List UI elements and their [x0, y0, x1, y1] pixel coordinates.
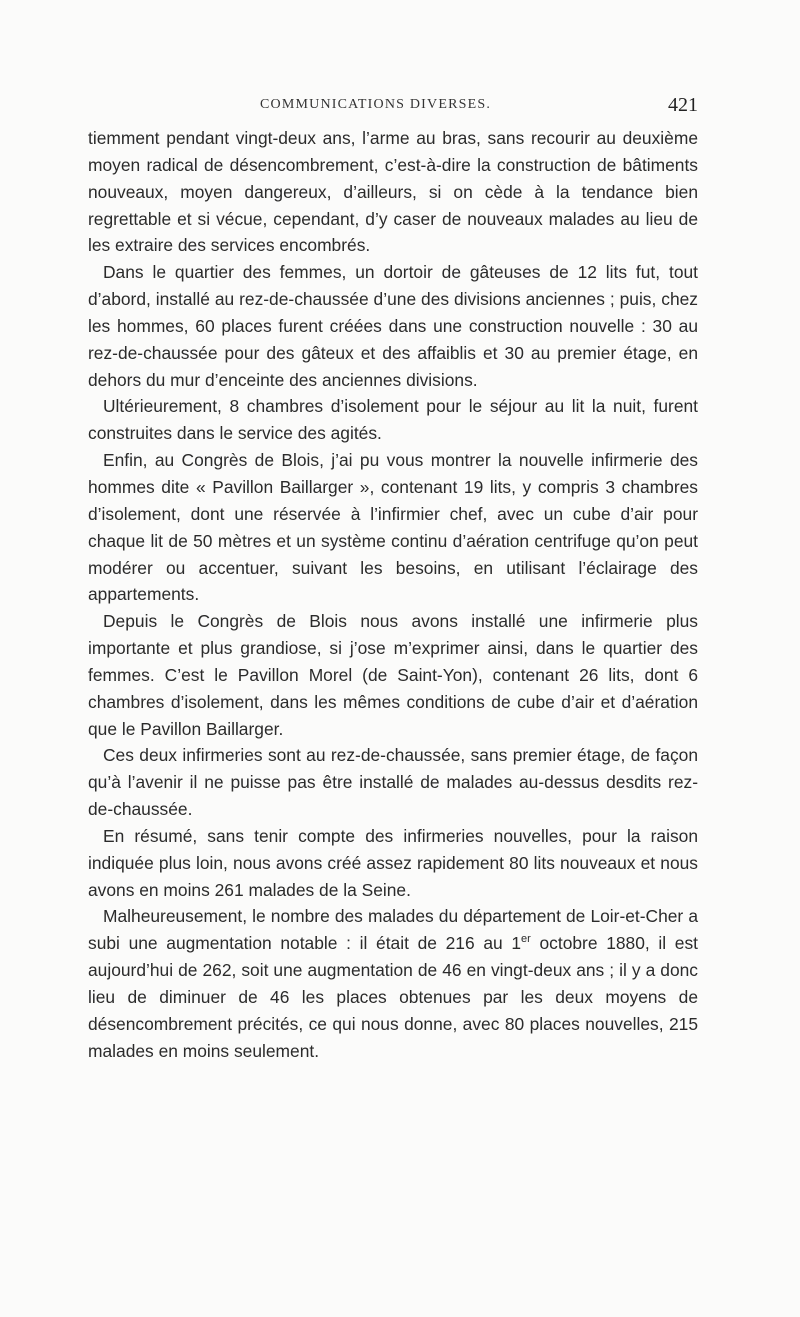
running-head: COMMUNICATIONS DIVERSES. [260, 97, 492, 112]
page-header [88, 94, 698, 121]
paragraph-8 [88, 903, 698, 1064]
body-text [88, 125, 698, 1065]
paragraph-6: Ces deux infirmeries sont au rez-de-chaussée, sans premier étage, de façon qu’à l’avenir il ne puisse pas être installé de malades au-dessus desdits rez-de-chaussée. [88, 745, 698, 820]
paragraph-8-end: octobre 1880, il est aujourd’hui de 262, soit une augmentation de 46 en vingt-deux ans ; il y a donc lieu de diminuer de 46 les places obtenues par les deux moyens de désencombrement précités, ce qui nous donne, avec 80 places nouvelles, 215 malades en moins seulement. [88, 933, 699, 1061]
paragraph-2: Dans le quartier des femmes, un dortoir de gâteuses de 12 lits fut, tout d’abord, installé au rez-de-chaussée d’une des divisions anciennes ; puis, chez les hommes, 60 places furent créées dans une construction nouvelle : 30 au rez-de-chaussée pour des gâteux et des affaiblis et 30 au premier étage, en dehors du mur d’enceinte des anciennes divisions. [88, 262, 698, 390]
page-number: 421 [668, 94, 698, 116]
paragraph-5: Depuis le Congrès de Blois nous avons installé une infirmerie plus importante et plus grandiose, si j’ose m’exprimer ainsi, dans le quartier des femmes. C’est le Pavillon Morel (de Saint-Yon), contenant 26 lits, dont 6 chambres d’isolement, dans les mêmes conditions de cube d’air et d’aération que le Pavillon Baillarger. [88, 611, 698, 739]
paragraph-8-start: Malheureusement, le nombre des malades du département de Loir-et-Cher a subi une augmentation notable : il était de 216 au 1 [88, 906, 698, 954]
paragraph-7: En résumé, sans tenir compte des infirmeries nouvelles, pour la raison indiquée plus loin, nous avons créé assez rapidement 80 lits nouveaux et nous avons en moins 261 malades de la Seine. [88, 825, 698, 900]
paragraph-1: tiemment pendant vingt-deux ans, l’arme au bras, sans recourir au deuxième moyen radical de désencombrement, c’est-à-dire la construction de bâtiments nouveaux, moyen dangereux, d’ailleurs, si on cède à la tendance bien regrettable et si vécue, cependant, d’y caser de nouveaux malades au lieu de les extraire des services encombrés. [88, 128, 698, 256]
paragraph-4: Enfin, au Congrès de Blois, j’ai pu vous montrer la nouvelle infirmerie des hommes dite « Pavillon Baillarger », contenant 19 lits, y compris 3 chambres d’isolement, dont une réservée à l’infirmier chef, avec un cube d’air pour chaque lit de 50 mètres et un système continu d’aération centrifuge qu’on peut modérer ou accentuer, suivant les besoins, en utilisant l’éclairage des appartements. [88, 450, 698, 605]
paragraph-3: Ultérieurement, 8 chambres d’isolement pour le séjour au lit la nuit, furent construites dans le service des agités. [88, 396, 698, 444]
ordinal-superscript: er [521, 933, 531, 946]
